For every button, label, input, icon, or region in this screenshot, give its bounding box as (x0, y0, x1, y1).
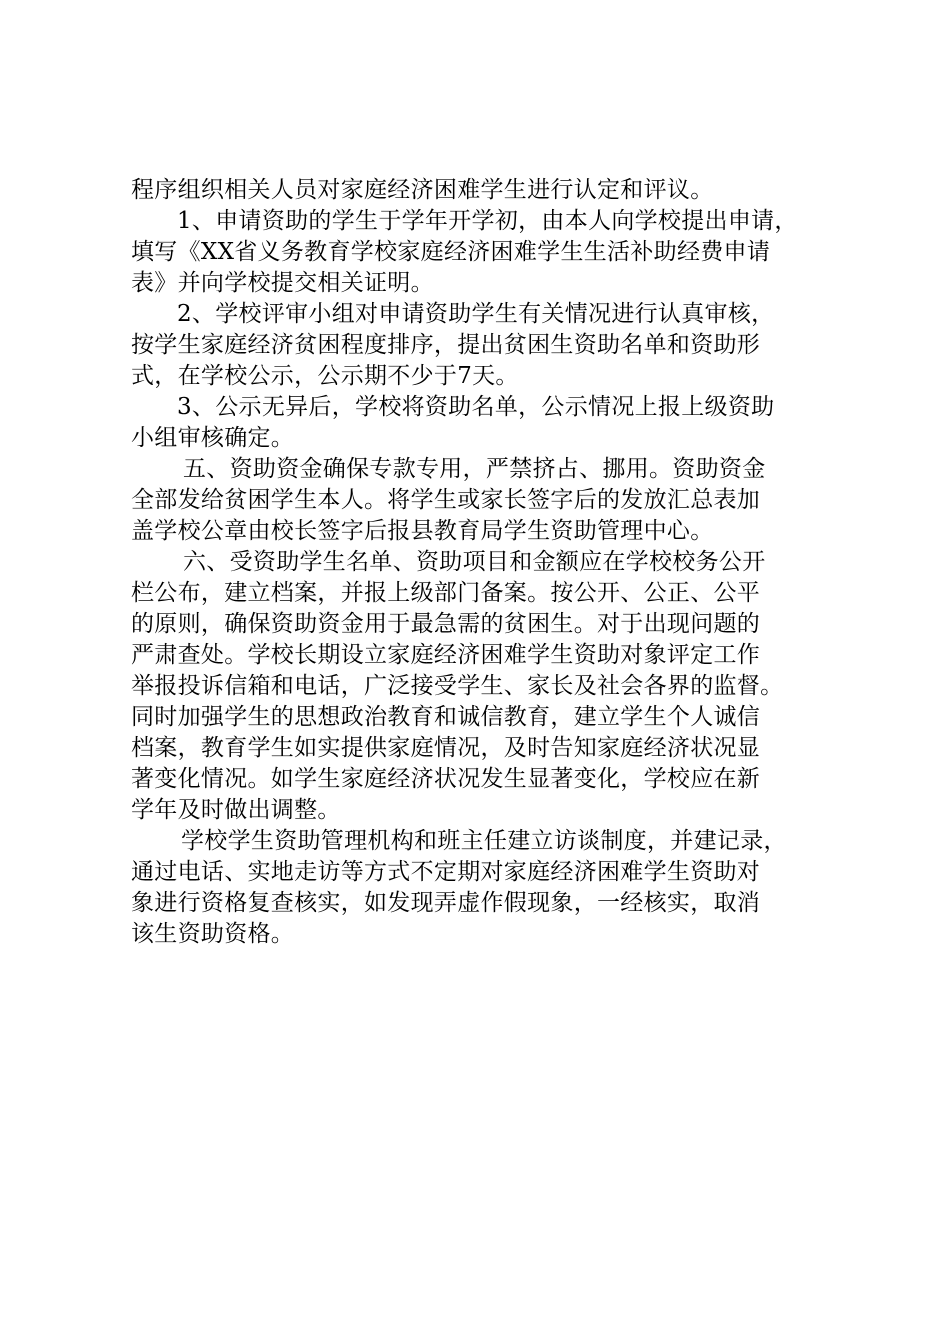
paragraph-item-2-line: 2、学校评审小组对申请资助学生有关情况进行认真审核， (177, 301, 775, 327)
text-line: 象进行资格复查核实，如发现弄虚作假现象，一经核实，取消 (131, 890, 761, 916)
text-line: 学年及时做出调整。 (131, 797, 341, 823)
paragraph-item-1-line: 1、申请资助的学生于学年开学初，由本人向学校提出申请， (177, 208, 798, 234)
text-line: 盖学校公章由校长签字后报县教育局学生资助管理中心。 (131, 518, 714, 544)
text-line: 档案，教育学生如实提供家庭情况，及时告知家庭经济状况显 (131, 735, 761, 761)
text-line: 表》并向学校提交相关证明。 (131, 270, 434, 296)
text-line: 的原则，确保资助资金用于最急需的贫困生。对于出现问题的 (131, 611, 761, 637)
text-line: 小组审核确定。 (131, 425, 295, 451)
text-line: 通过电话、实地走访等方式不定期对家庭经济困难学生资助对 (131, 859, 761, 885)
text-line: 著变化情况。如学生家庭经济状况发生显著变化，学校应在新 (131, 766, 761, 792)
paragraph-section-6-line: 六、受资助学生名单、资助项目和金额应在学校校务公开 (183, 549, 766, 575)
text-line: 举报投诉信箱和电话，广泛接受学生、家长及社会各界的监督。 (131, 673, 784, 699)
text-line: 填写《XX省义务教育学校家庭经济困难学生生活补助经费申请 (131, 239, 771, 265)
text-line: 全部发给贫困学生本人。将学生或家长签字后的发放汇总表加 (131, 487, 761, 513)
text-line: 栏公布，建立档案，并报上级部门备案。按公开、公正、公平 (131, 580, 761, 606)
text-line: 同时加强学生的思想政治教育和诚信教育，建立学生个人诚信 (131, 704, 761, 730)
text-line: 程序组织相关人员对家庭经济困难学生进行认定和评议。 (131, 177, 714, 203)
text-line: 式，在学校公示，公示期不少于7天。 (131, 363, 519, 389)
text-line: 按学生家庭经济贫困程度排序，提出贫困生资助名单和资助形 (131, 332, 761, 358)
paragraph-item-3-line: 3、公示无异后，学校将资助名单，公示情况上报上级资助 (177, 394, 775, 420)
paragraph-section-5-line: 五、资助资金确保专款专用，严禁挤占、挪用。资助资金 (183, 456, 766, 482)
text-line: 该生资助资格。 (131, 921, 295, 947)
document-body (131, 175, 831, 950)
paragraph-closing-line: 学校学生资助管理机构和班主任建立访谈制度，并建记录， (181, 828, 787, 854)
text-line: 严肃查处。学校长期设立家庭经济困难学生资助对象评定工作 (131, 642, 761, 668)
